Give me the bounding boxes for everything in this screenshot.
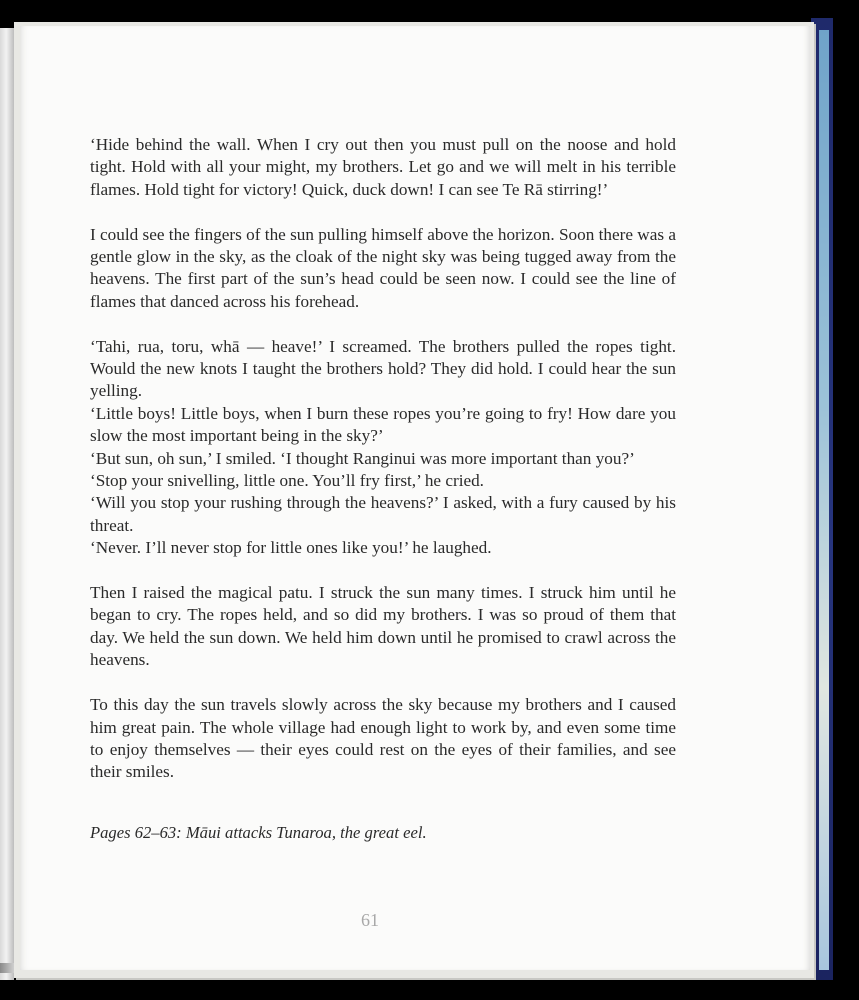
paragraph-line: ‘Little boys! Little boys, when I burn these ropes you’re going to fry! How dare you slow the most important being in the sky?’ xyxy=(90,403,676,446)
paragraph-line: ‘Hide behind the wall. When I cry out then you must pull on the noose and hold tight. Hold with all your might, my brothers. Let go and we will melt in his terrible flames. Hold tight for victory! Quick, duck down! I can see Te Rā stirring!’ xyxy=(90,135,676,199)
paragraph-3 xyxy=(90,336,676,560)
paragraph-line: To this day the sun travels slowly across the sky because my brothers and I caused him great pain. The whole village had enough light to work by, and even some time to enjoy themselves — their eyes could rest on the eyes of their families, and see their smiles. xyxy=(90,695,676,782)
paragraph-line: ‘Stop your snivelling, little one. You’ll fry first,’ he cried. xyxy=(90,471,484,491)
paragraph-line: I could see the fingers of the sun pulling himself above the horizon. Soon there was a gentle glow in the sky, as the cloak of the night sky was being tugged away from the heavens. The first part of the sun’s head could be seen now. I could see the line of flames that danced across his forehead. xyxy=(90,224,676,311)
body-text xyxy=(90,134,676,806)
paragraph-4 xyxy=(90,582,676,672)
page-number: 61 xyxy=(361,910,379,930)
paragraph-line: ‘Never. I’ll never stop for little ones like you!’ he laughed. xyxy=(90,538,492,558)
figure-caption: Pages 62–63: Māui attacks Tunaroa, the great eel. xyxy=(90,823,427,842)
paragraph-line: Then I raised the magical patu. I struck the sun many times. I struck him until he began to cry. The ropes held, and so did my brothers. I was so proud of them that day. We held the sun down. We held him down until he promised to crawl across the heavens. xyxy=(90,583,676,670)
paragraph-1 xyxy=(90,134,676,201)
paragraph-2 xyxy=(90,224,676,314)
paragraph-line: ‘Tahi, rua, toru, whā — heave!’ I screamed. The brothers pulled the ropes tight. Would the new knots I taught the brothers hold? They did hold. I could hear the sun yelling. xyxy=(90,336,676,401)
paragraph-line: ‘But sun, oh sun,’ I smiled. ‘I thought Ranginui was more important than you?’ xyxy=(90,448,635,468)
book-page xyxy=(20,26,810,970)
binding-band xyxy=(0,963,14,973)
cover-illustration-strip xyxy=(819,30,829,970)
paragraph-line: ‘Will you stop your rushing through the heavens?’ I asked, with a fury caused by his threat. xyxy=(90,493,676,535)
previous-page-edge xyxy=(0,28,14,980)
paragraph-5 xyxy=(90,694,676,784)
